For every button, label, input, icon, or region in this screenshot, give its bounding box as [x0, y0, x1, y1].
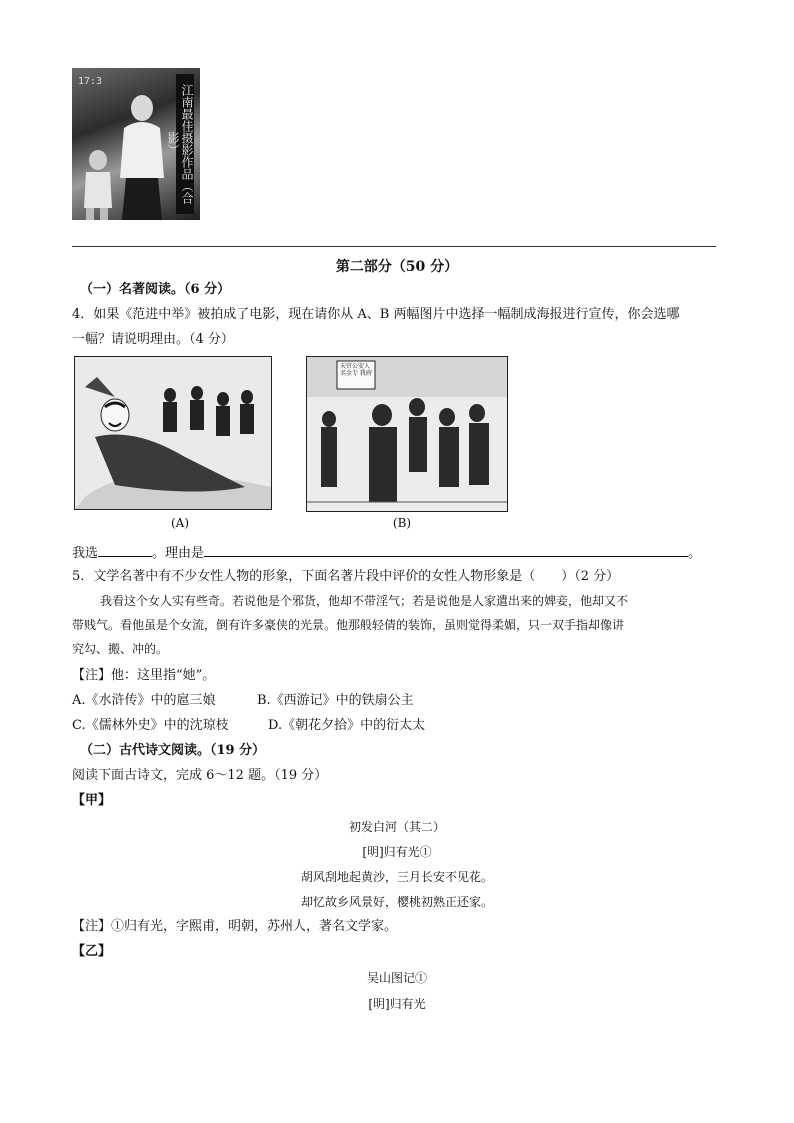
- poem-line1: 胡风刮地起黄沙，三月长安不见花。: [300, 870, 493, 884]
- picture-a-label: (A): [170, 516, 190, 530]
- answer-prefix: 我选: [72, 546, 99, 561]
- poem-title: 初发白河（其二）: [348, 820, 445, 834]
- photo-tag: 17:3: [78, 76, 103, 87]
- choice-blank[interactable]: [98, 543, 152, 557]
- q5-passage-line2: 带贱气。看他虽是个女流，倒有许多豪侠的光景。他那般轻倩的装饰，虽则觉得柔媚，只一双手指却像讲: [72, 618, 625, 632]
- poem-note: 【注】①归有光，字熙甫，明朝，苏州人，著名文学家。: [72, 919, 398, 934]
- answer-mid: 。理由是: [152, 546, 205, 561]
- section-heading-ancient: （二）古代诗文阅读。（19 分）: [80, 743, 266, 758]
- photo-caption: 江南最佳摄影作品（合影）: [176, 74, 194, 214]
- q5-option-d[interactable]: D.《朝花夕拾》中的衍太太: [268, 718, 426, 733]
- poem-author: [明]归有光①: [362, 845, 432, 859]
- section2-intro: 阅读下面古诗文，完成 6～12 题。（19 分）: [72, 768, 328, 783]
- label-jia: 【甲】: [72, 793, 112, 808]
- answer-end: 。: [688, 546, 702, 561]
- q5-option-a[interactable]: A.《水浒传》中的扈三娘: [72, 693, 216, 708]
- picture-a: [74, 356, 272, 510]
- picture-b-illustration: [307, 357, 507, 511]
- label-yi: 【乙】: [72, 944, 112, 959]
- picture-b-sign-text: 天官公安人 名金专 我府: [340, 363, 372, 377]
- photo-image: [72, 68, 200, 220]
- essay-author: [明]归有光: [368, 997, 426, 1011]
- picture-a-illustration: [75, 357, 271, 509]
- picture-b: [306, 356, 508, 512]
- q5-passage-line1: 我看这个女人实有些奇。若说他是个邪货，他却不带淫气；若是说他是人家遣出来的婢妾，他却又不: [100, 594, 629, 608]
- q4-stem-line1: 4．如果《范进中举》被拍成了电影，现在请你从 A、B 两幅图片中选择一幅制成海报进行宣传，你会选哪: [72, 307, 680, 322]
- q5-option-c[interactable]: C.《儒林外史》中的沈琼枝: [72, 718, 229, 733]
- q5-note: 【注】他：这里指“她”。: [72, 668, 216, 683]
- section-divider: [72, 246, 716, 247]
- picture-b-label: (B): [392, 516, 412, 530]
- q5-stem: 5．文学名著中有不少女性人物的形象，下面名著片段中评价的女性人物形象是（ ）（2 分）: [72, 569, 620, 584]
- poem-line2: 却忆故乡风景好，樱桃初熟正还家。: [300, 895, 493, 909]
- q5-passage-line3: 究勾、搬、冲的。: [72, 642, 169, 656]
- section-heading-classics: （一）名著阅读。（6 分）: [80, 282, 231, 297]
- reason-blank[interactable]: [204, 543, 688, 557]
- q4-stem-line2: 一幅？请说明理由。（4 分）: [72, 332, 234, 347]
- part-title: 第二部分（50 分）: [335, 259, 459, 275]
- essay-title: 吴山图记①: [366, 971, 427, 985]
- q4-answer-line: [72, 543, 701, 563]
- q5-option-b[interactable]: B.《西游记》中的铁扇公主: [257, 693, 414, 708]
